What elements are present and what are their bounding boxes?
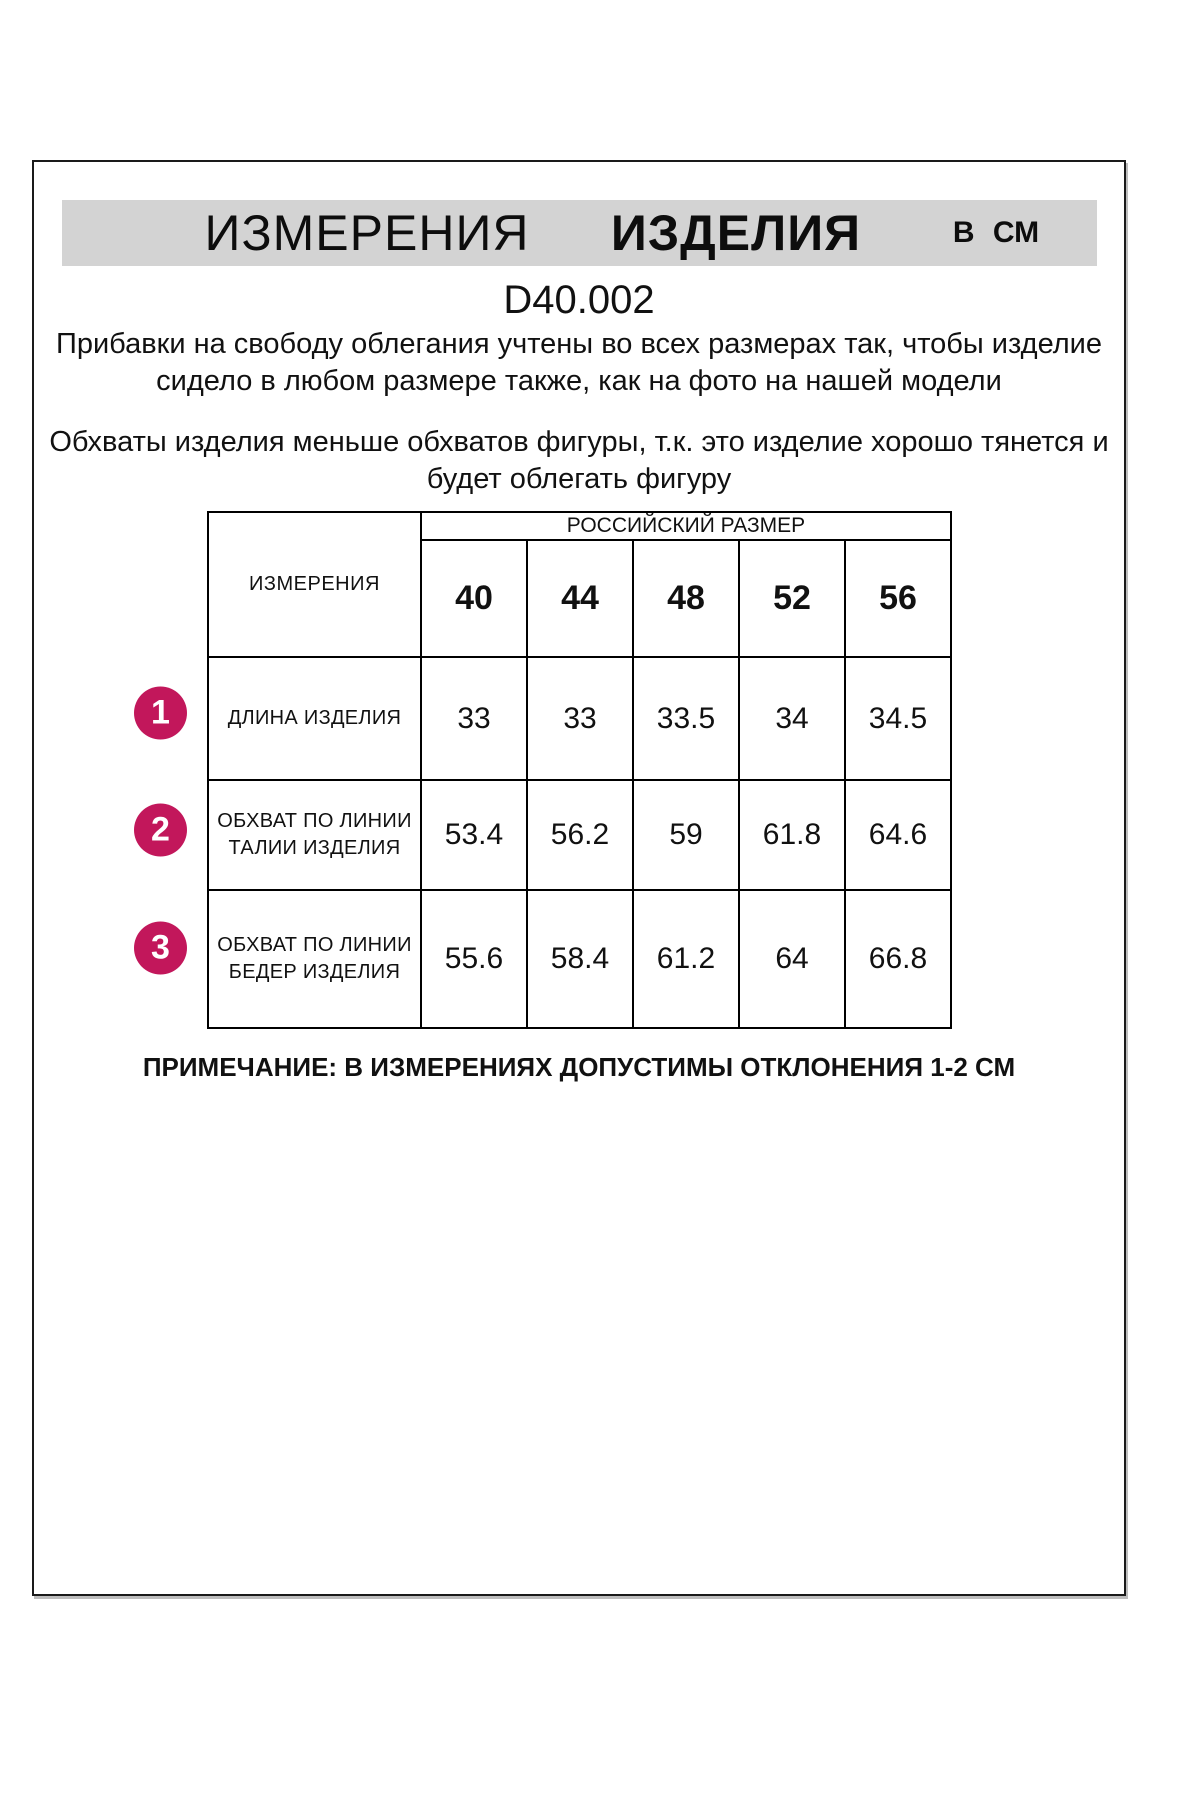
- value-cell: 34.5: [845, 657, 951, 780]
- tolerance-note: ПРИМЕЧАНИЕ: В ИЗМЕРЕНИЯХ ДОПУСТИМЫ ОТКЛОНЕНИЯ 1-2 СМ: [142, 1052, 1016, 1082]
- value-cell: 61.2: [633, 890, 739, 1028]
- table-row-waist: [208, 780, 951, 890]
- value-cell: 56.2: [527, 780, 633, 890]
- table-corner-label: ИЗМЕРЕНИЯ: [208, 512, 421, 657]
- header-title-product: ИЗДЕЛИЯ: [610, 205, 862, 261]
- row-label-line: ОБХВАТ ПО ЛИНИИ: [217, 934, 412, 956]
- size-header-cell: 40: [421, 540, 527, 657]
- row-label-line: ТАЛИИ ИЗДЕЛИЯ: [228, 837, 401, 859]
- product-code: D40.002: [503, 278, 655, 322]
- row-number-badge-1: 1: [134, 687, 187, 740]
- value-cell: 64: [739, 890, 845, 1028]
- header-unit-label: В СМ: [952, 216, 1040, 249]
- row-label: [208, 890, 421, 1028]
- header-band: [62, 200, 1097, 266]
- row-label-line: ОБХВАТ ПО ЛИНИИ: [217, 810, 412, 832]
- value-cell: 33.5: [633, 657, 739, 780]
- value-cell: 33: [527, 657, 633, 780]
- value-cell: 55.6: [421, 890, 527, 1028]
- value-cell: 61.8: [739, 780, 845, 890]
- size-header-cell: 48: [633, 540, 739, 657]
- fit-note-allowances: Прибавки на свободу облегания учтены во всех размерах так, чтобы изделие сидело в любом размере также, как на фото на нашей модели: [55, 328, 1102, 397]
- value-cell: 34: [739, 657, 845, 780]
- fit-note-stretch: Обхваты изделия меньше обхватов фигуры, т.к. это изделие хорошо тянется и будет облегать фигуру: [49, 426, 1109, 495]
- value-cell: 58.4: [527, 890, 633, 1028]
- row-number-badge-3: 3: [134, 922, 187, 975]
- row-label: [208, 657, 421, 780]
- size-system-header: РОССИЙСКИЙ РАЗМЕР: [421, 512, 951, 540]
- size-header-cell: 56: [845, 540, 951, 657]
- value-cell: 59: [633, 780, 739, 890]
- table-row-length: [208, 657, 951, 780]
- row-label-line: ДЛИНА ИЗДЕЛИЯ: [227, 707, 402, 729]
- value-cell: 66.8: [845, 890, 951, 1028]
- value-cell: 33: [421, 657, 527, 780]
- size-header-cell: 52: [739, 540, 845, 657]
- value-cell: 53.4: [421, 780, 527, 890]
- size-header-cell: 44: [527, 540, 633, 657]
- row-label-line: БЕДЕР ИЗДЕЛИЯ: [228, 961, 401, 983]
- table-row-hips: [208, 890, 951, 1028]
- row-number-badge-2: 2: [134, 804, 187, 857]
- page-frame: [32, 160, 1126, 1596]
- size-table-container: [207, 511, 952, 1029]
- measurements-table: [207, 511, 952, 1029]
- header-title-measurements: ИЗМЕРЕНИЯ: [204, 205, 530, 261]
- row-label: [208, 780, 421, 890]
- value-cell: 64.6: [845, 780, 951, 890]
